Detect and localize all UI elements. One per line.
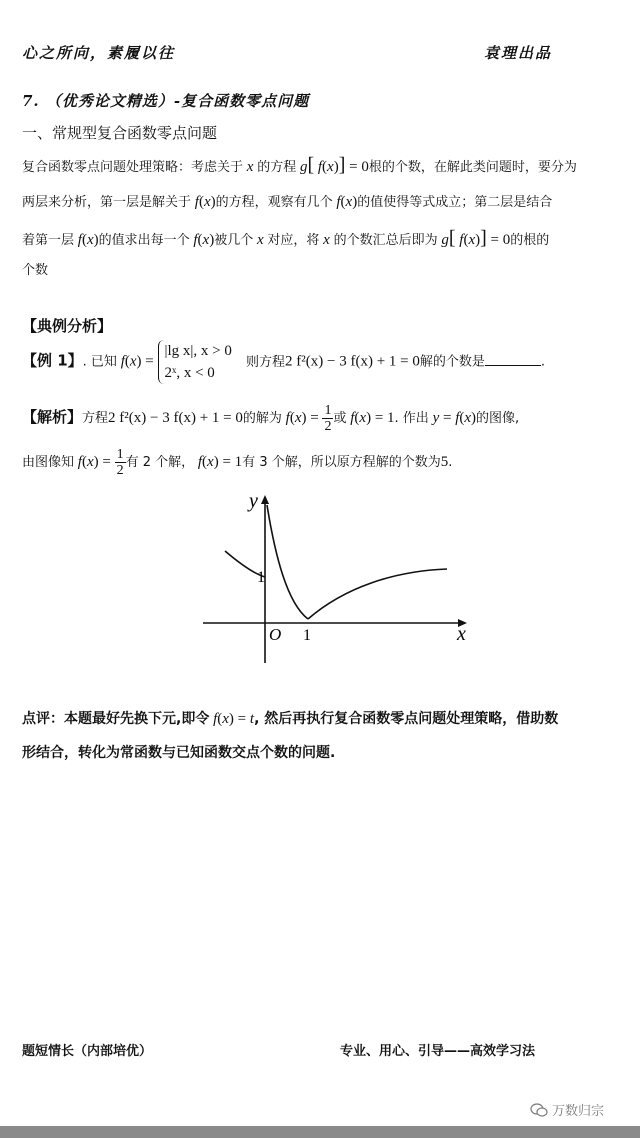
- footer-right: 专业、用心、引导——高效学习法: [340, 1044, 536, 1059]
- curve-log-left-branch: [267, 505, 308, 619]
- curve-log-right-branch: [308, 569, 447, 619]
- y-label: y: [249, 490, 258, 512]
- comment: 点评：本题最好先换下元,即令 f(x) = t, 然后再执行复合函数零点问题处理策略，借助数 形结合，转化为常函数与已知函数交点个数的问题.: [22, 711, 559, 761]
- section-heading-1: 一、常规型复合函数零点问题: [22, 124, 218, 142]
- wechat-icon: [530, 1103, 548, 1117]
- x-label: x: [457, 623, 466, 645]
- answer-blank: [485, 353, 541, 366]
- solution-answer: 5: [440, 454, 449, 470]
- header-author: 袁理出品: [484, 44, 553, 62]
- y-tick-1: 1: [257, 569, 265, 586]
- solution: 【解析】方程2 f²(x) − 3 f(x) + 1 = 0的解为 f(x) = $\frac{1}{2}$ 或 f(x) = 1. 作出 y = f(x)的图像, 由图像知 f(x) = $\frac{1}{2}$ 有 2 个解， f(x) = 1有 3 个解，所以原方程解的个数为5.: [22, 403, 520, 478]
- strategy-paragraph: 复合函数零点问题处理策略：考虑关于 x 的方程 g[ f(x)] = 0根的个数，在解此类问题时，要分为 两层来分析，第一层是解关于 f(x)的方程，观察有几个 f(x)的值使得等式成立；第二层是结合 着第一层 f(x)的值求出每一个 f(x)被几个 x 对应，将 x 的个数汇总后即为 g[ f(x)] = 0的根的 个数: [22, 154, 577, 278]
- watermark-text: 万数归宗: [552, 1104, 605, 1119]
- page-title: 7. （优秀论文精选）-复合函数零点问题: [22, 92, 310, 110]
- example-label: 【例 1】: [22, 351, 83, 370]
- header-motto: 心之所向，素履以往: [22, 44, 176, 62]
- section-heading-2: 【典例分析】: [22, 317, 113, 335]
- y-axis-arrow: [261, 495, 269, 504]
- function-graph: [195, 485, 480, 670]
- example-equation: 2 f²(x) − 3 f(x) + 1 = 0: [285, 353, 420, 370]
- watermark: [530, 1100, 604, 1119]
- footer-left: 题短情长（内部培优）: [22, 1044, 153, 1059]
- bottom-bar: [0, 1126, 640, 1138]
- x-tick-1: 1: [303, 627, 311, 644]
- origin-label: O: [269, 625, 282, 644]
- example-1: 【例 1】. 已知 f(x) = |lg x|, x > 0 2ˣ, x < 0 则方程2 f²(x) − 3 f(x) + 1 = 0解的个数是 .: [22, 340, 622, 384]
- piecewise-definition: |lg x|, x > 0 2ˣ, x < 0: [158, 340, 232, 384]
- solution-label: 【解析】: [22, 408, 83, 426]
